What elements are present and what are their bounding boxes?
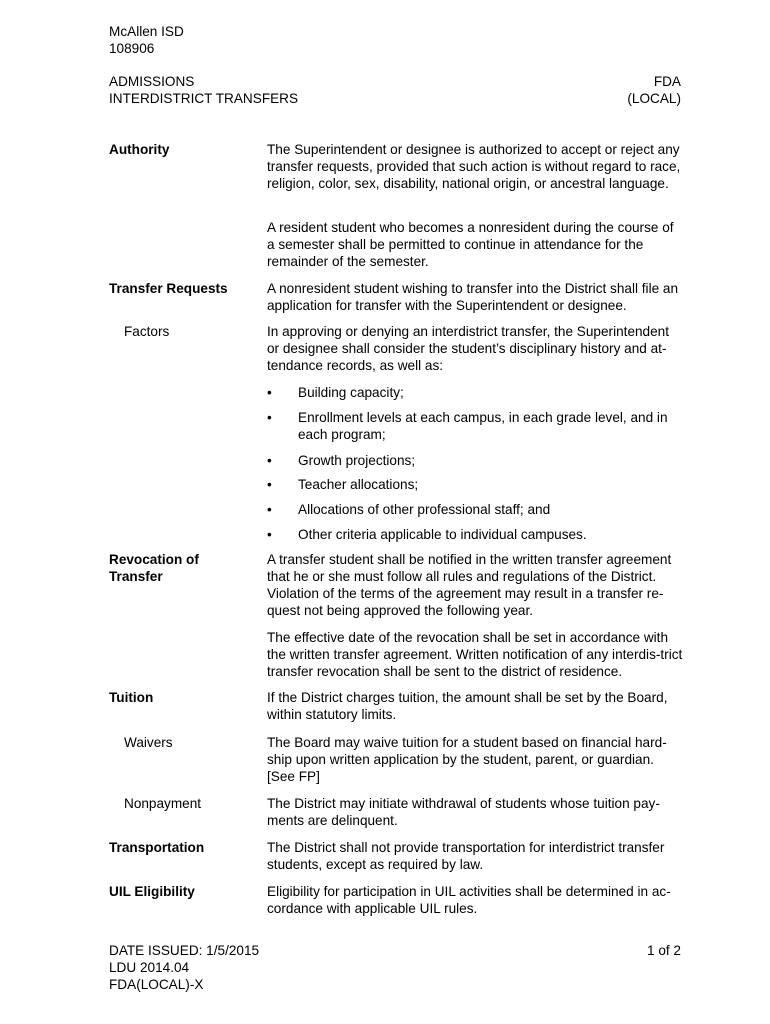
subheading-factors: Factors — [124, 324, 170, 339]
factors-paragraph: In approving or denying an interdistrict transfer, the Superintendent or designee shall consider the student’s disciplinary history and at-tendance records, as well as: — [267, 324, 670, 373]
subheading-nonpayment: Nonpayment — [124, 796, 202, 811]
heading-tuition: Tuition — [109, 690, 154, 705]
policy-code-type: (LOCAL) — [627, 91, 681, 106]
heading-revocation-line-1: Revocation of — [109, 552, 199, 567]
district-number: 108906 — [109, 41, 155, 56]
document-page: McAllen ISD 108906 ADMISSIONS INTERDISTRICT TRANSFERS FDA (LOCAL) Authority The Superintendent or designee is authorized to accept or reject any transfer requests, provided that such action is without regard to race, religion, color, sex, disability, national origin, or ancestral language. A resident student who becomes a nonresident during the course of a semester shall be permitted to continue in attendance for the remainder of the semester. Transfer Requests A nonresident student wishing to transfer into the District shall file an application for transfer with the Superintendent or designee. Factors In approving or denying an interdistrict transfer, the Superintendent or designee shall consider the student’s disciplinary history and at-tendance records, as well as: • Building capacity; • Enrollment levels at each campus, in each grade level, and in each program; • Growth projections; • Teacher allocations; • Allocations of other professional staff; and • Other criteria applicable to individual campuses. Revocation of Transfer A transfer student shall be notified in the written transfer agreement that he or she must follow all rules and regulations of the District. Violation of the terms of the agreement may result in a transfer re-quest not being approved the following year. The effective date of the revocation shall be set in accordance with the written transfer agreement. Written notification of any interdis-trict transfer revocation shall be sent to the district of residence. Tuition If the District charges tuition, the amount shall be set by the Board, within statutory limits. Waivers The Board may waive tuition for a student based on financial hard-ship upon written application by the student, parent, or guardian. [See FP] Nonpayment The District may initiate withdrawal of students whose tuition pay-ments are delinquent. Transportation The District shall not provide transportation for interdistrict transfer students, except as required by law. UIL Eligibility Eligibility for participation in UIL activities shall be determined in ac-cordance with applicable UIL rules. DATE ISSUED: 1/5/2015 LDU 2014.04 FDA(LOCAL)-X 1 of 2 — [109, 24, 683, 992]
subsection-title: INTERDISTRICT TRANSFERS — [109, 91, 299, 106]
district-name: McAllen ISD — [109, 24, 184, 39]
heading-authority: Authority — [109, 142, 170, 157]
revocation-paragraph-2: The effective date of the revocation shall be set in accordance with the written transfer agreement. Written notification of any interdis-trict transfer revocation shall be sent to the district of residence. — [267, 630, 683, 679]
revocation-paragraph-1: A transfer student shall be notified in the written transfer agreement that he or she must follow all rules and regulations of the District. Violation of the terms of the agreement may result in a transfer re-quest not being approved the following year. — [267, 552, 672, 618]
transportation-paragraph: The District shall not provide transportation for interdistrict transfer students, except as required by law. — [267, 840, 665, 872]
transfer-requests-paragraph: A nonresident student wishing to transfer into the District shall file an application for transfer with the Superintendent or designee. — [267, 281, 679, 313]
authority-paragraph-2: A resident student who becomes a nonresident during the course of a semester shall be permitted to continue in attendance for the remainder of the semester. — [267, 220, 674, 269]
heading-uil-eligibility: UIL Eligibility — [109, 884, 195, 899]
policy-code: FDA — [653, 74, 681, 89]
tuition-paragraph: If the District charges tuition, the amount shall be set by the Board, within statutory limits. — [267, 690, 668, 722]
bullet-icon: • — [267, 502, 272, 517]
uil-paragraph: Eligibility for participation in UIL activities shall be determined in ac-cordance with applicable UIL rules. — [267, 884, 671, 916]
heading-transportation: Transportation — [109, 840, 205, 855]
heading-transfer-requests: Transfer Requests — [109, 281, 228, 296]
authority-paragraph-1: The Superintendent or designee is authorized to accept or reject any transfer requests, provided that such action is without regard to race, religion, color, sex, disability, national origin, or ancestral language. — [267, 142, 681, 191]
heading-revocation-line-2: Transfer — [109, 569, 163, 584]
bullet-icon: • — [267, 385, 272, 400]
document-code: FDA(LOCAL)-X — [109, 977, 204, 992]
ldu-number: LDU 2014.04 — [109, 960, 190, 975]
bullet-icon: • — [267, 410, 272, 425]
nonpayment-paragraph: The District may initiate withdrawal of students whose tuition pay-ments are delinquent. — [267, 796, 660, 828]
page-number: 1 of 2 — [646, 943, 681, 958]
date-issued: DATE ISSUED: 1/5/2015 — [109, 943, 260, 958]
bullet-icon: • — [267, 453, 272, 468]
section-title: ADMISSIONS — [109, 74, 195, 89]
bullet-icon: • — [267, 477, 272, 492]
subheading-waivers: Waivers — [124, 735, 173, 750]
bullet-icon: • — [267, 527, 272, 542]
waivers-paragraph: The Board may waive tuition for a student based on financial hard-ship upon written application by the student, parent, or guardian. [See FP] — [267, 735, 667, 784]
